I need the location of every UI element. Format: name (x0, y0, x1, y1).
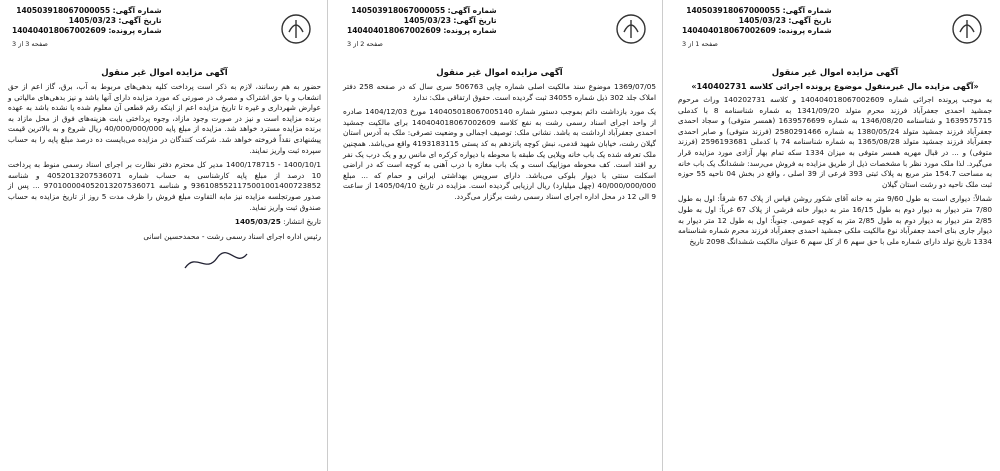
page-2 (337, 0, 663, 471)
signature-icon (181, 248, 251, 276)
ad-title: آگهی مزایده اموال غیر منقول (771, 68, 899, 78)
ad-subtitle: «آگهی مزایده مال غیرمنقول موضوع پرونده اجرائی کلاسه 140402731» (691, 82, 979, 91)
ad-meta: شماره آگهی: 140503918067000055 تاریخ آگهی: 1405/03/23 شماره پرونده: 140404018067002609 (682, 6, 832, 35)
publish-date: تاریخ انتشار: 1405/03/25 (234, 217, 321, 227)
ad-title: آگهی مزایده اموال غیر منقول (101, 68, 228, 78)
page-number: صفحه 1 از 3 (682, 40, 718, 48)
ad-body: حضور به هم رسانند، لازم به ذکر است پرداخت کلیه بدهی‌های مربوط به آب، برق، گاز اعم از حق انشعاب و یا حق اشتراک و مصرف در صورتی که مورد مزایده دارای آنها باشد و نیز بدهی‌های مالیاتی و عوارض شهرداری و غیره تا تاریخ مزایده اعم از اینکه رقم قطعی آن معلوم شده یا نشده باشد به عهده برنده مزایده است و نیز در صورت وجود مازاد، وجوه پرداختی بابت هزینه‌های فوق از محل مازاد به برنده مزایده مسترد خواهد شد. مزایده از مبلغ پایه 40/000/000/000 ریال شروع و به بالاترین قیمت پیشنهادی نقداً فروخته خواهد شد. شرکت کنندگان در مزایده می‌بایست ده درصد مبلغ پایه را به حساب سپرده ثبت واریز نمایند. 1400/10/1 - 1400/178715 مدیر کل محترم دفتر نظارت بر اجرای اسناد رسمی منوط به پرداخت 10 درصد از مبلغ پایه کارشناسی به حساب شماره 4052013207536071 و شناسه 9361085521175001001400723852 و شناسه 970100004052013207536071 ... پس از صدور صورتجلسه مزایده نیز مابه التفاوت مبلغ فروش را ظرف مدت 5 روز از تاریخ مزایده به حساب صندوق ثبت واریز نماید. تاریخ انتشار: 1405/03/25 رئیس اداره اجرای اسناد رسمی رشت - محمدحسین اسانی (8, 82, 322, 241)
ad-title: آگهی مزایده اموال غیر منقول (436, 68, 563, 78)
emblem-icon (279, 12, 313, 46)
page-3 (2, 0, 328, 471)
page-number: صفحه 2 از 3 (347, 40, 383, 48)
signatory: رئیس اداره اجرای اسناد رسمی رشت - محمدحسین اسانی (143, 231, 321, 241)
ad-meta: شماره آگهی: 140503918067000055 تاریخ آگهی: 1405/03/23 شماره پرونده: 140404018067002609 (12, 6, 162, 35)
emblem-icon (950, 12, 984, 46)
ad-body: 1369/07/05 موضوع سند مالکیت اصلی شماره چاپی 506763 سری سال که در صفحه 258 دفتر املاک جلد 302 ذیل شماره 34055 ثبت گردیده است. حقوق ارتفاقی ملک: ندارد یک مورد بازداشت دائم بموجب دستور شماره 140405018067005140 مورخ 1404/12/03 صادره از واحد اجرای اسناد رسمی رشت به نفع کلاسه 140404018067002609 برای مالکیت جمشید احمدی جعفرآباد ارداشت به باشد. نشانی ملک: توصیف اجمالی و وضعیت تصرفی: ملک به آدرس استان گیلان رشت، خیابان شهید قدمی، نبش کوچه پانزدهم به کد پستی 4193183115 واقع می‌باشد. همچنین ملک تعرفه شده یک باب خانه ویلایی یک طبقه با محوطه با دیواره کرکره ای مانس رو و یک درب یک نفر رو افتد است. کف محوطه موزاییک است و یک باب مغازه با درب آهنی به کوچه است که در اراضی اسکلت سنتی با دیوار بلوکی می‌باشد. دارای سرویس بهداشتی ایرانی و حمام که ... مبلغ 40/000/000/000 (چهل میلیارد) ریال ارزیابی گردیده است. مزایده در تاریخ 1405/04/10 از ساعت 9 الی 12 در محل اداره اجرای اسناد رسمی رشت برگزار می‌گردد. (343, 82, 656, 201)
signature (8, 248, 321, 276)
page-number: صفحه 3 از 3 (12, 40, 48, 48)
page-1 (672, 0, 998, 471)
ad-meta: شماره آگهی: 140503918067000055 تاریخ آگهی: 1405/03/23 شماره پرونده: 140404018067002609 (347, 6, 497, 35)
emblem-icon (614, 12, 648, 46)
ad-body: به موجب پرونده اجرائی شماره 140404018067002609 و کلاسه 140202731 وراث مرحوم جمشید احمدی جعفرآباد فرزند محرم متولد 1341/09/20 به شماره شناسنامه 8 با کدملی 1639575715 و شناسنامه 1346/08/20 به شماره 1639576699 (همسر متوفی) و سجاد احمدی جعفرآباد فرزند جمشید متولد 1380/05/24 به شماره 2580291466 (فرزند متوفی) و صابر احمدی جعفرآباد فرزند جمشید متولد 1365/08/28 به شماره شناسنامه 74 با کدملی 2596193681 (فرزند متوفی) و ... در قبال مهریه همسر متوفی به میزان 1334 سکه تمام بهار آزادی مورد مزایده قرار می‌گیرد. لذا ملک مورد نظر با مشخصات ذیل از طریق مزایده به فروش می‌رسد: ششدانگ یک باب خانه به مساحت 154.7 متر مربع به پلاک ثبتی 393 فرعی از 39 اصلی ، واقع در بخش 04 ناحیه 55 حوزه ثبت ملک ناحیه دو رشت استان گیلان شمالاً: دیواری است به طول 9/60 متر به خانه آقای شکور روشن قیاس از پلاک 67 شرقاً: اول به طول 7/80 متر دیوار به دیوار دوم به طول 16/15 متر به دیوار خانه فرشی از پلاک 67 غرباً: اول به طول 2/85 متر دیوار به دیوار دوم به طول 2/85 متر به کوچه عمومی. جنوباً: اول به طول 12 متر دیوار به دیوار جاری بنای احمد جعفرآباد نوع مالکیت ملکی جمشید احمدی جعفرآباد فرزند محرم شماره شناسنامه 1334 تاریخ تولد دارای شماره ملی با حق سهم 6 از کل سهم 6 عنوان مالکیت ششدانگ 2098 تاریخ (678, 95, 993, 246)
